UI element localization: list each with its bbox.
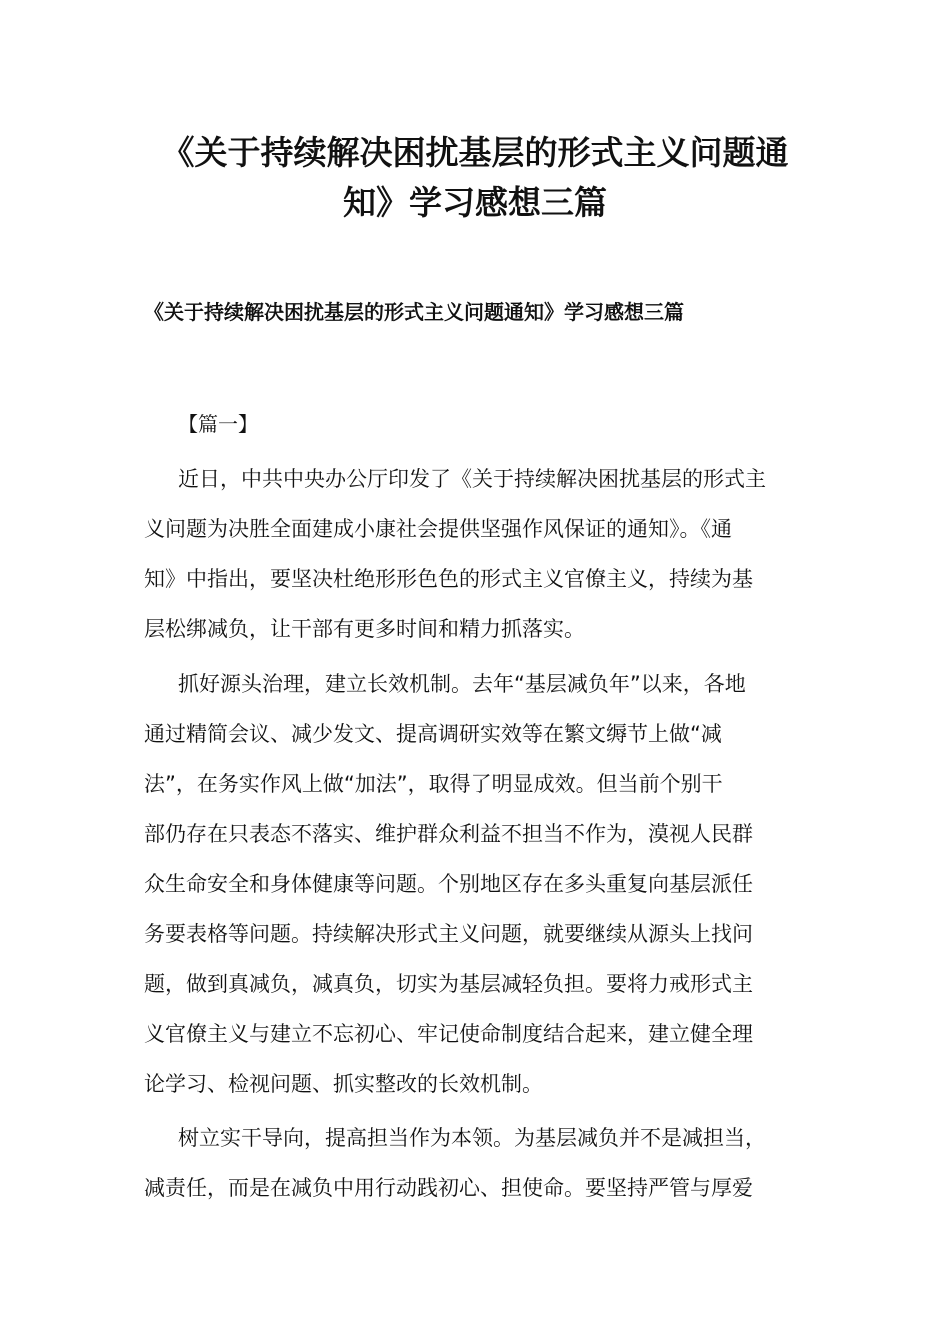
paragraph-2 — [144, 659, 808, 1109]
paragraph-3 — [144, 1113, 808, 1213]
title-line: 《关于持续解决困扰基层的形式主义问题通 — [161, 133, 789, 172]
paragraph-line: 抓好源头治理，建立长效机制。去年“基层减负年”以来，各地 — [178, 672, 746, 696]
document-title — [140, 128, 810, 228]
paragraph-line: 知》中指出，要坚决杜绝形形色色的形式主义官僚主义，持续为基 — [144, 567, 753, 591]
paragraph-1 — [144, 454, 808, 654]
document-subtitle: 《关于持续解决困扰基层的形式主义问题通知》学习感想三篇 — [144, 300, 684, 324]
title-line: 知》学习感想三篇 — [343, 183, 607, 222]
paragraph-line: 近日，中共中央办公厅印发了《关于持续解决困扰基层的形式主 — [178, 467, 766, 491]
paragraph-line: 题，做到真减负，减真负，切实为基层减轻负担。要将力戒形式主 — [144, 972, 753, 996]
section-label: 【篇一】 — [178, 412, 258, 436]
paragraph-line: 众生命安全和身体健康等问题。个别地区存在多头重复向基层派任 — [144, 872, 753, 896]
paragraph-line: 论学习、检视问题、抓实整改的长效机制。 — [144, 1072, 543, 1096]
paragraph-line: 务要表格等问题。持续解决形式主义问题，就要继续从源头上找问 — [144, 922, 753, 946]
paragraph-line: 法”，在务实作风上做“加法”，取得了明显成效。但当前个别干 — [144, 772, 723, 796]
paragraph-line: 减责任，而是在减负中用行动践初心、担使命。要坚持严管与厚爱 — [144, 1176, 753, 1200]
paragraph-line: 义问题为决胜全面建成小康社会提供坚强作风保证的通知》。《通 — [144, 517, 732, 541]
paragraph-line: 层松绑减负，让干部有更多时间和精力抓落实。 — [144, 617, 585, 641]
paragraph-line: 树立实干导向，提高担当作为本领。为基层减负并不是减担当， — [178, 1126, 766, 1150]
paragraph-line: 通过精简会议、减少发文、提高调研实效等在繁文缛节上做“减 — [144, 722, 722, 746]
paragraph-line: 义官僚主义与建立不忘初心、牢记使命制度结合起来，建立健全理 — [144, 1022, 753, 1046]
paragraph-line: 部仍存在只表态不落实、维护群众利益不担当不作为，漠视人民群 — [144, 822, 753, 846]
